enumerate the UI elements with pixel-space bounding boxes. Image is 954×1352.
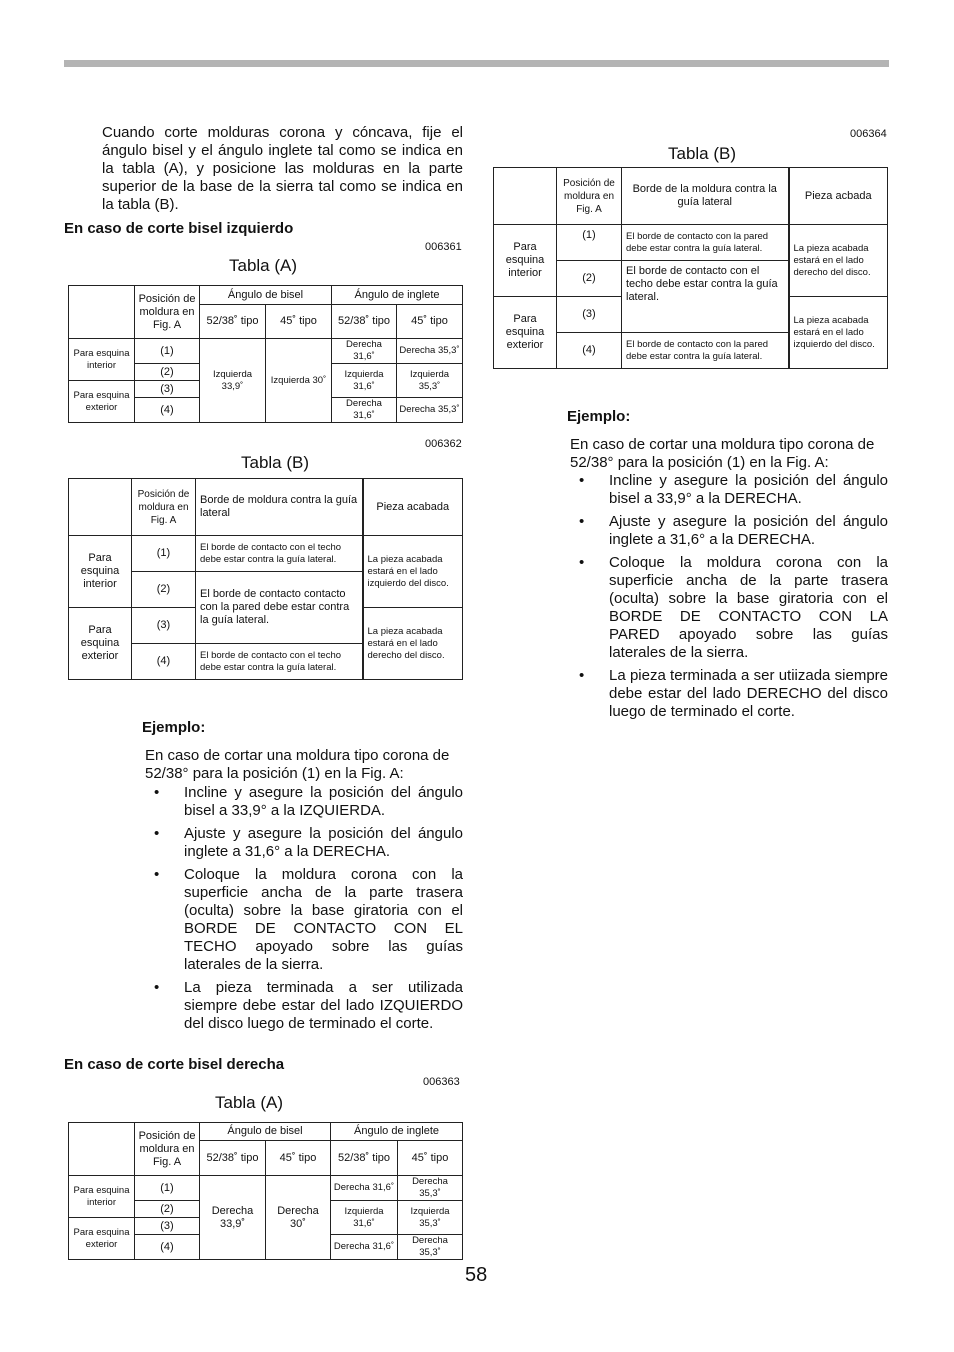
- finished-piece-header: Pieza acabada: [363, 479, 463, 536]
- inside-corner-label: Para esquina interior: [494, 225, 557, 297]
- position-3: (3): [135, 381, 200, 398]
- miter-45-value: Izquierda 35,3˚: [397, 364, 463, 398]
- outside-corner-label: Para esquina exterior: [69, 1218, 135, 1260]
- bevel-5238-value: Izquierda 33,9˚: [200, 339, 266, 423]
- table-a-title: Tabla (A): [229, 256, 298, 275]
- figure-code: 006363: [423, 1076, 460, 1088]
- miter-5238-value: Derecha 31,6˚: [331, 1235, 398, 1260]
- example-heading: Ejemplo:: [142, 719, 206, 736]
- bullet-item: [145, 825, 463, 861]
- position-1: (1): [135, 339, 200, 364]
- bullet-text: La pieza terminada a ser utilizada siempre debe estar del lado IZQUIERDO del disco luego de terminado el corte.: [184, 979, 463, 1032]
- bevel-header: Ángulo de bisel: [200, 1123, 331, 1141]
- position-4: (4): [135, 398, 200, 423]
- miter-45-value: Derecha 35,3˚: [397, 398, 463, 423]
- position-1: (1): [557, 225, 622, 261]
- type-5238-header: 52/38˚ tipo: [200, 305, 266, 339]
- page-number: 58: [465, 1264, 488, 1286]
- edge-value: El borde de contacto con el techo debe estar contra la guía lateral.: [622, 261, 789, 333]
- example-intro: En caso de cortar una moldura tipo corona de 52/38° para la posición (1) en la Fig. A:: [570, 436, 875, 471]
- inside-corner-label: Para esquina interior: [69, 1176, 135, 1218]
- position-header: Posición de moldura en Fig. A: [557, 168, 622, 225]
- miter-header: Ángulo de inglete: [332, 286, 463, 305]
- finished-piece-value: La pieza acabada estará en el lado izquierdo del disco.: [363, 536, 463, 608]
- type-45-header: 45˚ tipo: [266, 305, 332, 339]
- outside-corner-label: Para esquina exterior: [494, 297, 557, 369]
- position-header: Posición de moldura en Fig. A: [135, 286, 200, 339]
- bevel-header: Ángulo de bisel: [200, 286, 332, 305]
- bullet-item: [145, 784, 463, 820]
- table-a-left-bevel: [68, 285, 463, 423]
- table-b-right-bevel: [493, 167, 888, 369]
- position-2: (2): [557, 261, 622, 297]
- miter-45-value: Derecha 35,3˚: [398, 1235, 463, 1260]
- bullet-item: [570, 667, 888, 721]
- type-5238-header: 52/38˚ tipo: [331, 1141, 398, 1176]
- figure-code: 006362: [425, 438, 462, 450]
- bullet-item: [570, 513, 888, 549]
- miter-45-value: Izquierda 35,3˚: [398, 1201, 463, 1235]
- bullet-icon: •: [579, 472, 585, 489]
- table-a-right-bevel: [68, 1122, 463, 1260]
- miter-5238-value: Derecha 31,6˚: [331, 1176, 398, 1201]
- bullet-item: [570, 554, 888, 662]
- bullet-item: [145, 866, 463, 974]
- position-2: (2): [132, 572, 196, 608]
- edge-value: El borde de contacto con el techo debe estar contra la guía lateral.: [196, 644, 363, 680]
- intro-paragraph: Cuando corte molduras corona y cóncava, fije el ángulo bisel y el ángulo inglete tal como se indica en la tabla (A), y posicione las molduras en la parte superior de la base de la sierra tal como se indica en la tabla (B).: [102, 124, 463, 213]
- inside-corner-label: Para esquina interior: [69, 536, 132, 608]
- miter-5238-value: Derecha 31,6˚: [332, 398, 397, 423]
- finished-piece-value: La pieza acabada estará en el lado derecho del disco.: [789, 225, 888, 297]
- bullet-icon: •: [154, 784, 160, 801]
- bullet-text: Coloque la moldura corona con la superficie ancha de la parte trasera (oculta) sobre la base giratoria con el BORDE DE CONTACTO CON EL TECHO apoyado sobre las guías laterales de la sierra.: [184, 866, 463, 973]
- bullet-text: Incline y asegure la posición del ángulo bisel a 33,9° a la DERECHA.: [609, 472, 888, 507]
- inside-corner-label: Para esquina interior: [69, 339, 135, 381]
- table-b-title: Tabla (B): [241, 453, 310, 472]
- edge-header: Borde de moldura contra la guía lateral: [196, 479, 363, 536]
- figure-code: 006361: [425, 241, 462, 253]
- miter-5238-value: Izquierda 31,6˚: [331, 1201, 398, 1235]
- bullet-icon: •: [579, 554, 585, 571]
- position-3: (3): [135, 1218, 200, 1235]
- outside-corner-label: Para esquina exterior: [69, 381, 135, 423]
- bullet-text: Ajuste y asegure la posición del ángulo inglete a 31,6° a la DERECHA.: [184, 825, 463, 860]
- bullet-text: Incline y asegure la posición del ángulo bisel a 33,9° a la IZQUIERDA.: [184, 784, 463, 819]
- bullet-item: [570, 472, 888, 508]
- table-a-title: Tabla (A): [215, 1093, 284, 1112]
- example-heading: Ejemplo:: [567, 408, 631, 425]
- edge-value: El borde de contacto con el techo debe estar contra la guía lateral.: [196, 536, 363, 572]
- type-45-header: 45˚ tipo: [397, 305, 463, 339]
- finished-piece-value: La pieza acabada estará en el lado derecho del disco.: [363, 608, 463, 680]
- bullet-text: Ajuste y asegure la posición del ángulo inglete a 31,6° a la DERECHA.: [609, 513, 888, 548]
- type-45-header: 45˚ tipo: [266, 1141, 331, 1176]
- type-5238-header: 52/38˚ tipo: [332, 305, 397, 339]
- position-2: (2): [135, 364, 200, 381]
- position-4: (4): [557, 333, 622, 369]
- position-3: (3): [132, 608, 196, 644]
- bevel-45-value: Izquierda 30˚: [266, 339, 332, 423]
- position-4: (4): [132, 644, 196, 680]
- bullet-icon: •: [154, 979, 160, 996]
- finished-piece-value: La pieza acabada estará en el lado izquierdo del disco.: [789, 297, 888, 369]
- table-b-title: Tabla (B): [668, 144, 737, 163]
- figure-code: 006364: [850, 128, 887, 140]
- bevel-5238-value: Derecha 33,9˚: [200, 1176, 266, 1260]
- position-header: Posición de moldura en Fig. A: [132, 479, 196, 536]
- empty-header-cell: [69, 286, 135, 339]
- bullet-icon: •: [154, 825, 160, 842]
- bullet-text: Coloque la moldura corona con la superficie ancha de la parte trasera (oculta) sobre la base giratoria con el BORDE DE CONTACTO CON LA PARED apoyado sobre las guías laterales de la sierra.: [609, 554, 888, 661]
- miter-header: Ángulo de inglete: [331, 1123, 463, 1141]
- table-b-left-bevel: [68, 478, 463, 680]
- example-1-bullets: [145, 784, 463, 1038]
- empty-header-cell: [69, 1123, 135, 1176]
- outside-corner-label: Para esquina exterior: [69, 608, 132, 680]
- empty-header-cell: [69, 479, 132, 536]
- empty-header-cell: [494, 168, 557, 225]
- section-heading-right-bevel: En caso de corte bisel derecha: [64, 1056, 285, 1073]
- section-heading-left-bevel: En caso de corte bisel izquierdo: [64, 220, 294, 237]
- position-3: (3): [557, 297, 622, 333]
- position-header: Posición de moldura en Fig. A: [135, 1123, 200, 1176]
- bullet-text: La pieza terminada a ser utiizada siempre debe estar del lado DERECHO del disco luego de terminado el corte.: [609, 667, 888, 720]
- header-rule: [64, 60, 889, 67]
- edge-value: El borde de contacto contacto con la pared debe estar contra la guía lateral.: [196, 572, 363, 644]
- edge-value: El borde de contacto con la pared debe estar contra la guía lateral.: [622, 333, 789, 369]
- miter-5238-value: Izquierda 31,6˚: [332, 364, 397, 398]
- edge-header: Borde de la moldura contra la guía lateral: [622, 168, 789, 225]
- position-1: (1): [132, 536, 196, 572]
- bullet-icon: •: [579, 667, 585, 684]
- bullet-item: [145, 979, 463, 1033]
- bullet-icon: •: [154, 866, 160, 883]
- position-1: (1): [135, 1176, 200, 1201]
- bevel-45-value: Derecha 30˚: [266, 1176, 331, 1260]
- finished-piece-header: Pieza acbada: [789, 168, 888, 225]
- position-2: (2): [135, 1201, 200, 1218]
- miter-45-value: Derecha 35,3˚: [397, 339, 463, 364]
- type-5238-header: 52/38˚ tipo: [200, 1141, 266, 1176]
- bullet-icon: •: [579, 513, 585, 530]
- type-45-header: 45˚ tipo: [398, 1141, 463, 1176]
- example-intro: En caso de cortar una moldura tipo corona de 52/38° para la posición (1) en la Fig. A:: [145, 747, 450, 782]
- example-2-bullets: [570, 472, 888, 726]
- edge-value: El borde de contacto con la pared debe estar contra la guía lateral.: [622, 225, 789, 261]
- miter-45-value: Derecha 35,3˚: [398, 1176, 463, 1201]
- miter-5238-value: Derecha 31,6˚: [332, 339, 397, 364]
- position-4: (4): [135, 1235, 200, 1260]
